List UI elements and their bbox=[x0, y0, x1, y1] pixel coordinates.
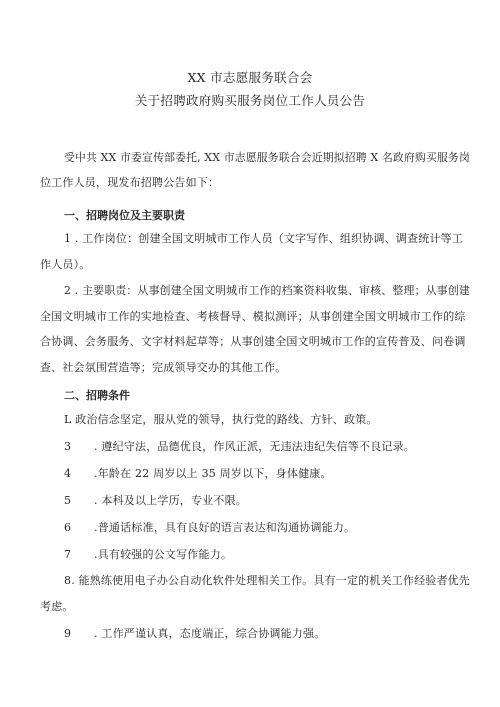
condition-3-number: 3 bbox=[64, 440, 72, 453]
condition-7-text: .具有较强的公文写作能力。 bbox=[94, 548, 233, 561]
positions-item-1-line-1: 1 . 工作岗位：创建全国文明城市工作人员（文字写作、组织协调、调查统计等工 bbox=[64, 232, 464, 245]
condition-5-text: . 本科及以上学历，专业不限。 bbox=[94, 494, 247, 507]
intro-line-2: 位工作人员，现发布招聘公告如下： bbox=[40, 176, 220, 189]
condition-4 bbox=[64, 467, 332, 481]
condition-6-text: .普通话标准，具有良好的语言表达和沟通协调能力。 bbox=[94, 521, 356, 534]
positions-item-2-line-1: 2 . 主要职责：从事创建全国文明城市工作的档案资料收集、审核、整理；从事创建 bbox=[64, 284, 470, 297]
condition-7-number: 7 bbox=[64, 548, 72, 561]
document-title-subject: 关于招聘政府购买服务岗位工作人员公告 bbox=[134, 93, 366, 108]
document-title-org: XX 市志愿服务联合会 bbox=[187, 70, 313, 85]
condition-5-number: 5 bbox=[64, 494, 72, 507]
condition-4-number: 4 bbox=[64, 467, 72, 480]
condition-3-text: . 遵纪守法，品德优良，作风正派，无违法违纪失信等不良记录。 bbox=[94, 440, 415, 453]
condition-4-text: .年龄在 22 周岁以上 35 周岁以下，身体健康。 bbox=[94, 467, 332, 480]
condition-6 bbox=[64, 521, 355, 535]
section-heading-conditions: 二、招聘条件 bbox=[64, 389, 130, 402]
condition-5 bbox=[64, 494, 247, 508]
section-heading-positions: 一、招聘岗位及主要职责 bbox=[64, 209, 185, 222]
positions-item-2-line-3: 合协调、会务服务、文字材料起草等；从事创建全国文明城市工作的宣传普及、问卷调 bbox=[40, 335, 466, 348]
positions-item-2-line-2: 全国文明城市工作的实地检查、考核督导、模拟测评；从事创建全国文明城市工作的综 bbox=[40, 310, 466, 323]
intro-line-1: 受中共 XX 市委宣传部委托, XX 市志愿服务联合会近期拟招聘 X 名政府购买服务岗 bbox=[64, 151, 470, 164]
positions-item-1-line-2: 作人员）。 bbox=[40, 258, 91, 271]
condition-9-number: 9 bbox=[64, 627, 72, 640]
condition-9 bbox=[64, 627, 325, 641]
condition-8-line-1: 8. 能熟练使用电子办公自动化软件处理相关工作。具有一定的机关工作经验者优先 bbox=[64, 574, 470, 587]
condition-1: L 政治信念坚定，服从党的领导，执行党的路线、方针、政策。 bbox=[64, 413, 378, 426]
positions-item-2-line-4: 查、社会氛围营造等；完成领导交办的其他工作。 bbox=[40, 361, 287, 374]
condition-3 bbox=[64, 440, 415, 454]
condition-8-line-2: 考虑。 bbox=[40, 600, 74, 613]
condition-6-number: 6 bbox=[64, 521, 72, 534]
condition-7 bbox=[64, 548, 232, 562]
condition-9-text: . 工作严谨认真，态度端正，综合协调能力强。 bbox=[94, 627, 326, 640]
